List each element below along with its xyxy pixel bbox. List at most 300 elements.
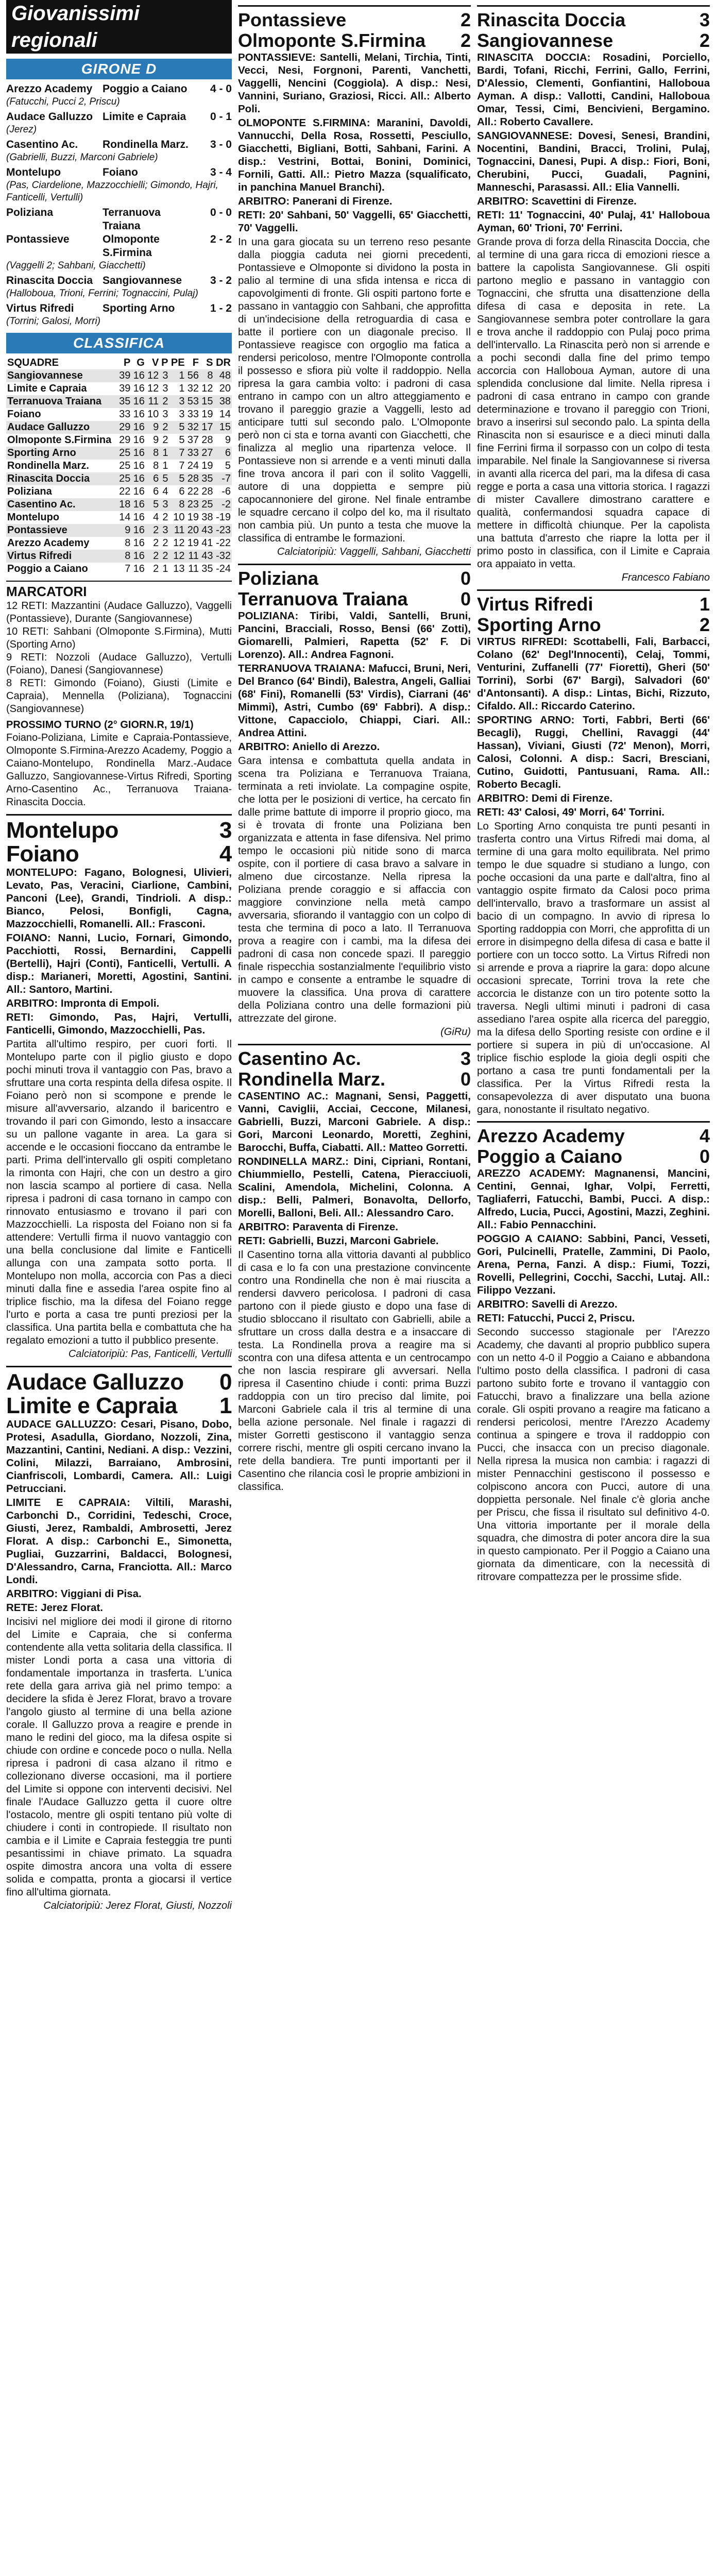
stat-cell: 9 bbox=[146, 421, 160, 434]
article-body bbox=[238, 1090, 471, 1493]
match-score: 3 - 2 bbox=[210, 275, 232, 286]
match-away bbox=[477, 30, 710, 51]
goals: RETI: Gabrielli, Buzzi, Marconi Gabriele. bbox=[238, 1235, 439, 1247]
stat-cell: 33 bbox=[187, 409, 199, 420]
stat-cell: 15 bbox=[214, 421, 232, 434]
home-team-name: Pontassieve bbox=[238, 9, 347, 30]
referee: ARBITRO: Savelli di Arezzo. bbox=[477, 1298, 618, 1310]
away-team: Sporting Arno bbox=[103, 302, 175, 314]
match-home bbox=[238, 10, 471, 30]
stat-cell: 2 bbox=[160, 421, 169, 434]
next-round-title: PROSSIMO TURNO (2° GIORN.R, 19/1) bbox=[6, 719, 194, 731]
match-score: 0 - 1 bbox=[210, 111, 232, 123]
home-team: Poliziana bbox=[6, 207, 54, 218]
stat-cell: 3 bbox=[160, 524, 169, 537]
stat-cell: 25 bbox=[200, 498, 214, 511]
goals: RETI: 43' Calosi, 49' Morri, 64' Torrini. bbox=[477, 806, 665, 818]
result-row bbox=[6, 138, 232, 151]
lineup-home: VIRTUS RIFREDI: Scottabelli, Fali, Barbacci, Colano (62' Degl'Innocenti), Celaj, Tommi, Venturini, Zuffanelli (77' Fioretti), Gheri (50' Torrini), Sorbi (67' Bargi), Salvadori (60' d'Antonsanti). A disp.: Lintas, Bichi, Rizzuto, Cifaldo. All.: Riccardo Caterino. bbox=[477, 636, 710, 712]
stat-cell: 43 bbox=[200, 524, 214, 537]
stat-cell: 2 bbox=[162, 434, 168, 446]
match-report: Secondo successo stagionale per l'Arezzo Academy, che davanti al proprio pubblico supera con un netto 4-0 il Poggio a Caiano e abbandona l'ultimo posto della classifica. I padroni di casa partono subito forte e trovano il vantaggio con Fatucchi, bravo a finalizzare una bella azione corale. Gli ospiti provano a reagire ma faticano a rendersi pericolosi, mentre l'Arezzo Academy continua a spingere e trova il raddoppio con Pucci, che insacca con un preciso diagonale. Nella ripresa la musica non cambia: i ragazzi di mister Pennacchini gestiscono il possesso e colpiscono ancora con Pucci, autore di una doppietta personale. Nel finale c'è gloria anche per Priscu, che fissa il risultato sul definitivo 4-0. Una vittoria importante per il morale della squadra, che dimostra di poter ancora dire la sua in questo campionato. Per il Poggio a Caiano una giornata da dimenticare, con la necessità di ritrovare compattezza per le prossime sfide. bbox=[477, 1326, 710, 1583]
stat-cell: 16 bbox=[133, 563, 145, 574]
stat-cell: 35 bbox=[200, 472, 214, 485]
stat-cell: 16 bbox=[131, 421, 145, 434]
scorer-line: 10 RETI: Sahbani (Olmoponte S.Firmina), Mutti (Sporting Arno) bbox=[6, 626, 232, 650]
stat-cell: 12 bbox=[169, 550, 185, 563]
stat-cell: 8 bbox=[117, 550, 131, 563]
stat-cell: 32 bbox=[186, 421, 200, 434]
goals: RETI: 20' Sahbani, 50' Vaggelli, 65' Giacchetti, 70' Vaggelli. bbox=[238, 209, 471, 234]
team-name: Rondinella Marz. bbox=[7, 460, 89, 471]
stat-cell: 53 bbox=[186, 395, 200, 408]
away-score: 0 bbox=[460, 1069, 471, 1090]
referee: ARBITRO: Panerani di Firenze. bbox=[238, 195, 393, 207]
away-team-name: Rondinella Marz. bbox=[238, 1069, 386, 1090]
away-score: 2 bbox=[460, 30, 471, 51]
standings-row bbox=[6, 434, 232, 447]
match-home bbox=[238, 1048, 471, 1069]
match-away bbox=[477, 615, 710, 635]
match-away bbox=[238, 30, 471, 51]
result-row bbox=[6, 206, 232, 233]
match-home bbox=[238, 568, 471, 589]
team-name: Terranuova Traiana bbox=[6, 395, 117, 408]
standings-row bbox=[6, 563, 232, 575]
stat-cell: 2 bbox=[162, 512, 168, 523]
match-report: Il Casentino torna alla vittoria davanti al pubblico di casa e lo fa con una prestazione convincente contro una Rondinella che non è mai riuscita a rendersi davvero pericolosa. I padroni di casa partono con il piede giusto e dopo una fase di studio sbloccano il risultato con Gabrielli, abile a sfruttare un cross dalla destra e a insaccare di testa. La Rondinella prova a reagire ma si scontra con una difesa attenta e un centrocampo che non lascia respirare gli avversari. Nella ripresa il Casentino chiude i conti: prima Buzzi raddoppia con un tiro preciso dal limite, poi Marconi Gabriele cala il tris al termine di una bella azione personale. Nel finale i ragazzi di mister Gorretti gestiscono il vantaggio senza correre rischi, mentre gli ospiti cercano invano la rete della bandiera. Tre punti importanti per il Casentino che rilancia così le proprie ambizioni in classifica. bbox=[238, 1249, 471, 1493]
stat-cell: 16 bbox=[131, 550, 145, 563]
stat-cell: 16 bbox=[131, 369, 145, 382]
girone-label: GIRONE D bbox=[6, 59, 232, 79]
home-team: Virtus Rifredi bbox=[6, 302, 74, 314]
stat-cell: 41 bbox=[201, 537, 213, 549]
stat-cell: 16 bbox=[131, 498, 145, 511]
stat-cell: 1 bbox=[160, 447, 169, 460]
stat-cell: 16 bbox=[133, 383, 145, 394]
stat-cell: -6 bbox=[222, 486, 231, 497]
home-team: Audace Galluzzo bbox=[6, 111, 93, 123]
article-signature: Calciatoripiù: Vaggelli, Sahbani, Giacchetti bbox=[277, 546, 471, 557]
stat-cell: 22 bbox=[187, 486, 199, 497]
stat-cell: 3 bbox=[160, 369, 169, 382]
stat-cell: 8 bbox=[125, 537, 131, 549]
result-row bbox=[6, 166, 232, 179]
stat-cell: 8 bbox=[169, 498, 185, 511]
stat-cell: 22 bbox=[119, 486, 131, 497]
stat-cell: 28 bbox=[201, 486, 213, 497]
lineup-away: SPORTING ARNO: Torti, Fabbri, Berti (66' Becagli), Ruggi, Chellini, Ravaggi (44' Hassan), Viviani, Giusti (72' Menon), Morri, Calosi, Colonni. A disp.: Sacri, Bresciani, Cutino, Guidotti, Pantusuani, Rama. All.: Roberto Becagli. bbox=[477, 714, 710, 790]
stat-cell: 38 bbox=[201, 512, 213, 523]
away-team: Olmoponte S.Firmina bbox=[103, 233, 160, 259]
match-away bbox=[477, 1146, 710, 1167]
stat-cell: 39 bbox=[119, 383, 131, 394]
team-name: Poggio a Caiano bbox=[7, 563, 88, 574]
stat-cell: 33 bbox=[119, 409, 131, 420]
stat-cell: 7 bbox=[125, 563, 131, 574]
match-score: 3 - 4 bbox=[210, 166, 232, 178]
match-report: Gara intensa e combattuta quella andata in scena tra Poliziana e Terranuova Traiana, terminata a reti inviolate. La compagine ospite, che lotta per le posizioni di vertice, ha cercato fin dalle prime battute di imporre il proprio gioco, ma si è trovata di fronte una Poliziana ben organizzata e attenta in fase difensiva. Nel primo tempo le occasioni più nitide sono di marca ospite, con il portiere di casa bravo a salvare in almeno due circostanze. Nella ripresa la Poliziana prende coraggio e si affaccia con maggiore convinzione nella metà campo avversaria, sfiorando il vantaggio con un colpo di testa che termina di poco a lato. Il Terranuova prova a reagire con i cambi, ma la difesa dei padroni di casa non concede spazi. Il pareggio finale rispecchia sostanzialmente l'equilibrio visto in campo e consente a entrambe le squadre di muovere la classifica. Una prova di carattere della Poliziana contro una delle formazioni più attrezzate del girone. bbox=[238, 755, 471, 1024]
stat-cell: 3 bbox=[162, 409, 168, 420]
standings-row bbox=[6, 524, 232, 537]
away-team-name: Terranuova Traiana bbox=[238, 588, 408, 609]
article-separator bbox=[238, 1044, 471, 1045]
stat-cell: 2 bbox=[153, 537, 159, 549]
stat-cell: 2 bbox=[146, 550, 160, 563]
match-away bbox=[6, 1394, 232, 1418]
away-team: Foiano bbox=[103, 166, 138, 178]
stat-cell: 11 bbox=[188, 563, 199, 574]
stat-cell: -32 bbox=[214, 550, 232, 563]
article-separator bbox=[477, 5, 710, 7]
stat-cell: -22 bbox=[216, 537, 231, 549]
lineup-home: POLIZIANA: Tiribi, Valdi, Santelli, Bruni, Pancini, Bracciali, Rosso, Bensi (66' Zotti), Giomarelli, Palmieri, Rapetta (52' F. Di Lorenzo). All.: Andrea Fagnoni. bbox=[238, 610, 471, 660]
stat-cell: 39 bbox=[117, 369, 131, 382]
home-score: 0 bbox=[219, 1369, 232, 1395]
article-body bbox=[238, 51, 471, 558]
stat-cell: 6 bbox=[146, 472, 160, 485]
stat-cell: 16 bbox=[133, 537, 145, 549]
article-body bbox=[477, 635, 710, 1116]
lineup-away: FOIANO: Nanni, Lucio, Fornari, Gimondo, Pacchiotti, Rossi, Bernardini, Cappelli (Bertelli), Hajri (Conti), Fanticelli, Vertulli. A disp.: Marianeri, Moretti, Agostini, Santini. All.: Santoro, Martini. bbox=[6, 932, 232, 995]
away-score: 2 bbox=[699, 614, 710, 635]
result-row bbox=[6, 302, 232, 315]
stat-cell: 3 bbox=[160, 498, 169, 511]
goals: RETE: Jerez Florat. bbox=[6, 1602, 103, 1614]
column-center bbox=[238, 0, 471, 2576]
home-team-name: Rinascita Doccia bbox=[477, 9, 626, 30]
article-body bbox=[6, 1418, 232, 1912]
scorer-line: 9 RETI: Nozzoli (Audace Galluzzo), Vertulli (Foiano), Danesi (Sangiovannese) bbox=[6, 652, 232, 676]
article-body bbox=[238, 609, 471, 1039]
lineup-away: OLMOPONTE S.FIRMINA: Maranini, Davoldi, Vannucchi, Della Rosa, Rossetti, Pesciullo, Giacchetti, Bigliani, Botti, Sahbani, Farini. A disp.: Vestrini, Bottai, Bonini, Dominici, Fornili, Gatti. All.: Pietro Mazza (squalificato, in panchina Manuel Branchi). bbox=[238, 117, 471, 193]
home-team-name: Casentino Ac. bbox=[238, 1048, 361, 1069]
lineup-home: AUDACE GALLUZZO: Cesari, Pisano, Dobo, Protesi, Asadulla, Giordano, Nozzoli, Zina, Mazzantini, Cantini, Nediani. A disp.: Vezzini, Colini, Milazzi, Barraiano, Ambrosini, Cianfriscoli, Lombardi, Camera. All.: Luigi Petrucciani. bbox=[6, 1418, 232, 1495]
stat-cell: 16 bbox=[133, 460, 145, 471]
scorers: (Vaggelli 2; Sahbani, Giacchetti) bbox=[6, 260, 146, 271]
match-away bbox=[6, 842, 232, 866]
standings-row bbox=[6, 472, 232, 485]
stat-cell: 16 bbox=[133, 409, 145, 420]
scorers: (Pas, Ciardelione, Mazzocchielli; Gimondo, Hajri, Fanticelli, Vertulli) bbox=[6, 180, 218, 203]
stat-cell: 56 bbox=[186, 369, 200, 382]
article-signature: Calciatoripiù: Pas, Fanticelli, Vertulli bbox=[68, 1348, 232, 1360]
away-team-name: Poggio a Caiano bbox=[477, 1146, 623, 1167]
stat-cell: 12 bbox=[146, 369, 160, 382]
team-name: Casentino Ac. bbox=[6, 498, 117, 511]
stat-cell: 14 bbox=[119, 512, 131, 523]
stat-cell: 7 bbox=[179, 460, 185, 471]
away-score: 0 bbox=[460, 588, 471, 609]
home-score: 3 bbox=[219, 818, 232, 843]
away-team-name: Foiano bbox=[6, 841, 79, 867]
referee: ARBITRO: Demi di Firenze. bbox=[477, 792, 613, 804]
standings-header: V bbox=[151, 357, 159, 368]
standings-table bbox=[6, 357, 232, 575]
stat-cell: 16 bbox=[131, 447, 145, 460]
stat-cell: 43 bbox=[200, 550, 214, 563]
referee: ARBITRO: Viggiani di Pisa. bbox=[6, 1588, 142, 1600]
match-score: 2 - 2 bbox=[210, 233, 232, 245]
article-separator bbox=[238, 5, 471, 7]
article-body bbox=[6, 866, 232, 1361]
away-team: Terranuova Traiana bbox=[103, 207, 161, 232]
stat-cell: 10 bbox=[173, 512, 185, 523]
article-signature: (GiRu) bbox=[440, 1026, 471, 1038]
stat-cell: 27 bbox=[200, 447, 214, 460]
team-name: Sporting Arno bbox=[6, 447, 117, 460]
stat-cell: -2 bbox=[214, 498, 232, 511]
stat-cell: 3 bbox=[169, 395, 185, 408]
away-score: 4 bbox=[219, 841, 232, 867]
classifica-label: CLASSIFICA bbox=[6, 333, 232, 353]
articles-left bbox=[6, 814, 232, 1912]
stat-cell: 9 bbox=[225, 434, 231, 446]
column-left bbox=[6, 0, 232, 2576]
home-team: Arezzo Academy bbox=[6, 83, 93, 95]
home-team-name: Virtus Rifredi bbox=[477, 594, 593, 615]
match-home bbox=[477, 1126, 710, 1146]
away-score: 1 bbox=[219, 1393, 232, 1418]
scorer-line: 12 RETI: Mazzantini (Audace Galluzzo), Vaggelli (Pontassieve), Durante (Sangiovannese) bbox=[6, 600, 232, 624]
team-name: Pontassieve bbox=[6, 524, 117, 537]
stat-cell: 14 bbox=[219, 409, 231, 420]
article-signature: Calciatoripiù: Jerez Florat, Giusti, Nozzoli bbox=[43, 1900, 232, 1911]
scorers: (Jerez) bbox=[6, 124, 37, 135]
stat-cell: 6 bbox=[179, 486, 185, 497]
stat-cell: 32 bbox=[187, 383, 199, 394]
stat-cell: 8 bbox=[153, 460, 159, 471]
referee: ARBITRO: Aniello di Arezzo. bbox=[238, 741, 380, 753]
home-score: 3 bbox=[460, 1048, 471, 1069]
goals: RETI: Fatucchi, Pucci 2, Priscu. bbox=[477, 1312, 635, 1324]
match-score: 0 - 0 bbox=[210, 207, 232, 218]
away-score: 2 bbox=[699, 30, 710, 51]
standings-header: P bbox=[161, 357, 168, 368]
standings-header: SQUADRE bbox=[7, 357, 59, 368]
scorer-line: 8 RETI: Gimondo (Foiano), Giusti (Limite e Capraia), Mennella (Poliziana), Tognaccini (Sangiovannese) bbox=[6, 677, 232, 715]
marcatori-list bbox=[6, 600, 232, 716]
away-team: Sangiovannese bbox=[103, 275, 182, 286]
team-name: Sangiovannese bbox=[6, 369, 117, 382]
referee: ARBITRO: Impronta di Empoli. bbox=[6, 997, 160, 1009]
stat-cell: 1 bbox=[162, 460, 168, 471]
standings-header: F bbox=[192, 357, 199, 368]
stat-cell: 29 bbox=[117, 421, 131, 434]
lineup-home: AREZZO ACADEMY: Magnanensi, Mancini, Centini, Gennai, Ighar, Volpi, Ferretti, Tagliaferri, Fatucchi, Bambi, Pucci. A disp.: Alfredo, Lucia, Pucci, Agostini, Mazzi, Zeghini. All.: Fabio Pennacchini. bbox=[477, 1167, 710, 1231]
stat-cell: 12 bbox=[147, 383, 159, 394]
stat-cell: 20 bbox=[186, 524, 200, 537]
stat-cell: 6 bbox=[153, 486, 159, 497]
lineup-home: RINASCITA DOCCIA: Rosadini, Porciello, Bardi, Tofani, Ricchi, Ferrini, Gallo, Ferrini, D'Alessio, Clementi, Gonfiantini, Halloboua Ayman. A disp.: Vallotti, Candini, Halloboua Omar, Tessi, Cimi, Bencivieni, Bergamino. All.: Roberto Cavallere. bbox=[477, 52, 710, 128]
match-score: 3 - 0 bbox=[210, 139, 232, 150]
article-body bbox=[477, 1167, 710, 1583]
home-team-name: Audace Galluzzo bbox=[6, 1369, 184, 1395]
stat-cell: 11 bbox=[146, 395, 160, 408]
standings-row bbox=[6, 421, 232, 434]
stat-cell: 2 bbox=[160, 550, 169, 563]
scorers: (Fatucchi, Pucci 2, Priscu) bbox=[6, 96, 120, 107]
match-report: Grande prova di forza della Rinascita Doccia, che al termine di una gara ricca di emozioni riesce a battere la capolista Sangiovannese. Gli ospiti partono meglio e passano in vantaggio con Tognaccini, che sfrutta una disattenzione della difesa di casa e deposita in rete. La Sangiovannese sembra poter controllare la gara e trova anche il raddoppio con Pulaj poco prima dell'intervallo. La Rinascita però non si arrende e a pochi secondi dalla fine del primo tempo accorcia con Halloboua Ayman, autore di una splendida conclusione dal limite. Nella ripresa i padroni di casa entrano in campo con grande determinazione e trovano il pareggio con Trioni, bravo a inserirsi sul secondo palo. La spinta della Rinascita non si esaurisce e a dieci minuti dalla fine Ferrini firma il sorpasso con un colpo di testa imparabile. Nel finale la Sangiovannese si riversa in avanti alla ricerca del pari, ma la difesa di casa regge e porta a casa una vittoria storica. I ragazzi di mister Cavallere dimostrano carattere e qualità, confermandosi squadra capace di mettere in difficoltà chiunque. Per la capolista una battuta d'arresto che riapre la lotta per il primo posto in classifica, con il Limite e Capraia ora appaiato in vetta. bbox=[477, 236, 710, 570]
stat-cell: -19 bbox=[216, 512, 231, 523]
stat-cell: 11 bbox=[169, 524, 185, 537]
stat-cell: 2 bbox=[160, 395, 169, 408]
article-separator bbox=[477, 589, 710, 591]
stat-cell: 10 bbox=[147, 409, 159, 420]
away-score: 0 bbox=[699, 1146, 710, 1167]
stat-cell: 5 bbox=[146, 498, 160, 511]
home-score: 1 bbox=[699, 594, 710, 615]
stat-cell: 29 bbox=[119, 434, 131, 446]
standings-row bbox=[6, 382, 232, 395]
results-list bbox=[6, 82, 232, 328]
stat-cell: 48 bbox=[214, 369, 232, 382]
article-body bbox=[477, 51, 710, 584]
standings-header: PE bbox=[171, 357, 185, 368]
stat-cell: -7 bbox=[214, 472, 232, 485]
stat-cell: 28 bbox=[186, 472, 200, 485]
standings-row bbox=[6, 460, 232, 472]
marcatori-title: MARCATORI bbox=[6, 581, 232, 600]
standings-row bbox=[6, 485, 232, 498]
away-team-name: Limite e Capraia bbox=[6, 1393, 177, 1418]
lineup-away: LIMITE E CAPRAIA: Viltili, Marashi, Carbonchi D., Corridini, Tedeschi, Croce, Giusti, Jerez, Rambaldi, Ambrosetti, Jerez Florat. A disp.: Carbonchi E., Simonetta, Pugliai, Guzzarrini, Baldacci, Bolognesi, D'Alessandro, Carna, Franciotta. All.: Marco Londi. bbox=[6, 1497, 232, 1586]
stat-cell: 25 bbox=[117, 447, 131, 460]
stat-cell: 2 bbox=[162, 537, 168, 549]
stat-cell: 19 bbox=[201, 409, 213, 420]
stat-cell: 12 bbox=[201, 383, 213, 394]
stat-cell: 1 bbox=[179, 383, 185, 394]
stat-cell: 25 bbox=[117, 472, 131, 485]
team-name: Limite e Capraia bbox=[7, 383, 87, 394]
stat-cell: 19 bbox=[187, 512, 199, 523]
article-separator bbox=[477, 1121, 710, 1123]
away-team: Rondinella Marz. bbox=[103, 139, 189, 150]
standings-row bbox=[6, 395, 232, 408]
stat-cell: 5 bbox=[169, 472, 185, 485]
stat-cell: 35 bbox=[201, 563, 213, 574]
standings-row bbox=[6, 550, 232, 563]
stat-cell: 16 bbox=[131, 472, 145, 485]
team-name: Audace Galluzzo bbox=[6, 421, 117, 434]
standings-row bbox=[6, 537, 232, 550]
column-right bbox=[477, 0, 710, 2576]
match-away bbox=[238, 1069, 471, 1090]
away-team-name: Olmoponte S.Firmina bbox=[238, 30, 426, 51]
stat-cell: 8 bbox=[146, 447, 160, 460]
stat-cell: 16 bbox=[131, 524, 145, 537]
stat-cell: 4 bbox=[162, 486, 168, 497]
lineup-home: CASENTINO AC.: Magnani, Sensi, Paggetti, Vanni, Caviglii, Acciai, Ceccone, Milanesi, Gabrielli, Buzzi, Marconi Gabriele. A disp.: Gori, Marconi Leonardo, Moretti, Zeghini, Barocchi, Buffa, Ciabatti. All.: Matteo Gorretti. bbox=[238, 1090, 471, 1154]
stat-cell: 9 bbox=[117, 524, 131, 537]
stat-cell: 2 bbox=[146, 524, 160, 537]
stat-cell: 17 bbox=[200, 421, 214, 434]
section-header: Giovanissimi regionali bbox=[6, 0, 232, 54]
stat-cell: 3 bbox=[179, 409, 185, 420]
home-score: 2 bbox=[460, 9, 471, 30]
stat-cell: 12 bbox=[173, 537, 185, 549]
match-home bbox=[6, 1370, 232, 1394]
home-score: 0 bbox=[460, 568, 471, 589]
stat-cell: -23 bbox=[214, 524, 232, 537]
stat-cell: -24 bbox=[216, 563, 231, 574]
home-team: Pontassieve bbox=[6, 233, 70, 245]
stat-cell: 19 bbox=[187, 537, 199, 549]
result-row bbox=[6, 274, 232, 287]
stat-cell: 25 bbox=[119, 460, 131, 471]
lineup-home: MONTELUPO: Fagano, Bolognesi, Ulivieri, Levato, Pas, Veracini, Ciarlione, Cambini, Panconi (Lee), Grandi, Tindrioli. A disp.: Bianco, Pelosi, Bonfigli, Cagna, Mazzocchielli, Romanelli. All.: Frasconi. bbox=[6, 867, 232, 930]
match-home bbox=[6, 819, 232, 842]
standings-header: DR bbox=[216, 357, 231, 368]
home-team-name: Poliziana bbox=[238, 568, 319, 589]
stat-cell: 7 bbox=[169, 447, 185, 460]
goals: RETI: 11' Tognaccini, 40' Pulaj, 41' Halloboua Ayman, 60' Trioni, 70' Ferrini. bbox=[477, 209, 710, 234]
standings-header: P bbox=[124, 357, 131, 368]
article-separator bbox=[6, 814, 232, 816]
match-home bbox=[477, 594, 710, 615]
stat-cell: 4 bbox=[153, 512, 159, 523]
home-team: Casentino Ac. bbox=[6, 139, 78, 150]
team-name: Arezzo Academy bbox=[7, 537, 90, 549]
stat-cell: 2 bbox=[153, 563, 159, 574]
stat-cell: 37 bbox=[187, 434, 199, 446]
standings-row bbox=[6, 447, 232, 460]
stat-cell: 35 bbox=[117, 395, 131, 408]
match-report: Lo Sporting Arno conquista tre punti pesanti in trasferta contro una Virtus Rifredi mai doma, al termine di una gara molto equilibrata. Nel primo tempo le due squadre si studiano a lungo, con poche occasioni da una parte e dall'altra, fino al vantaggio ospite firmato da Calosi poco prima dell'intervallo, bravo a trasformare un assist al bacio di un compagno. In avvio di ripresa lo Sporting raddoppia con Morri, che approfitta di un errore in disimpegno della difesa di casa e batte il portiere con un tocco sotto. La Virtus Rifredi non si arrende e prova a riaprire la gara: dopo alcune occasioni sprecate, Torrini trova la rete che accorcia le distanze con un tiro potente sotto la traversa. Negli ultimi minuti i padroni di casa assediano l'area ospite alla ricerca del pareggio, ma la difesa dello Sporting resiste con ordine e il portiere si supera in più di un'occasione. Al triplice fischio esplode la gioia degli ospiti che portano a casa tre punti fondamentali per la classifica. Per la Virtus Rifredi resta la consapevolezza di aver disputato una buona gara, nonostante il risultato negativo. bbox=[477, 820, 710, 1115]
scorers: (Torrini; Galosi, Morri) bbox=[6, 316, 100, 327]
stat-cell: 1 bbox=[169, 369, 185, 382]
scorers: (Gabrielli, Buzzi, Marconi Gabriele) bbox=[6, 152, 158, 163]
lineup-away: POGGIO A CAIANO: Sabbini, Panci, Vesseti, Gori, Pulcinelli, Pratelle, Zammini, Di Paolo, Arena, Perna, Fanzi. A disp.: Fiumi, Tozzi, Rovelli, Pellegrini, Cocchi, Sacchi, Lutaj. All.: Filippo Vezzani. bbox=[477, 1233, 710, 1296]
home-team: Rinascita Doccia bbox=[6, 275, 93, 286]
result-row bbox=[6, 110, 232, 124]
match-away bbox=[238, 589, 471, 609]
stat-cell: 3 bbox=[162, 383, 168, 394]
away-team: Limite e Capraia bbox=[103, 111, 186, 123]
article-separator bbox=[6, 1366, 232, 1367]
goals: RETI: Gimondo, Pas, Hajri, Vertulli, Fanticelli, Gimondo, Mazzocchielli, Pas. bbox=[6, 1011, 232, 1036]
away-team-name: Sporting Arno bbox=[477, 614, 601, 635]
stat-cell: 5 bbox=[179, 434, 185, 446]
stat-cell: 16 bbox=[133, 434, 145, 446]
away-team-name: Sangiovannese bbox=[477, 30, 614, 51]
team-name: Virtus Rifredi bbox=[6, 550, 117, 563]
match-score: 4 - 0 bbox=[210, 83, 232, 95]
team-name: Poliziana bbox=[7, 486, 52, 497]
standings-header: S bbox=[206, 357, 213, 368]
referee: ARBITRO: Paraventa di Firenze. bbox=[238, 1221, 398, 1233]
lineup-home: PONTASSIEVE: Santelli, Melani, Tirchia, Tinti, Vecci, Nesi, Forgnoni, Parenti, Vanchetti, Vaggelli, Nencini (Coggiola). A disp.: Nesi, Vannini, Suriano, Graziosi, Ricci. All.: Alberto Poli. bbox=[238, 52, 471, 115]
stat-cell: 6 bbox=[214, 447, 232, 460]
stat-cell: 16 bbox=[133, 486, 145, 497]
match-home bbox=[477, 10, 710, 30]
home-team-name: Montelupo bbox=[6, 818, 118, 843]
home-team-name: Arezzo Academy bbox=[477, 1125, 625, 1146]
match-report: Partita all'ultimo respiro, per cuori forti. Il Montelupo parte con il piglio giusto e dopo pochi minuti trova il vantaggio con Pas, bravo a sfruttare una corta respinta della difesa ospite. Il Foiano però non si scompone e prende le misure all'avversario, alzando il baricentro e trovando il pari con Gimondo, lesto a insaccare su un pallone vagante in area. La gara si accende e le occasioni fioccano da entrambe le parti. Prima dell'intervallo gli ospiti completano la rimonta con Hajri, che con un destro a giro non lascia scampo al portiere di casa. Nella ripresa i padroni di casa tornano in campo con rinnovato entusiasmo e trovano il pari con Mazzocchielli. La risposta del Foiano non si fa attendere: Vertulli firma il nuovo vantaggio con una bella conclusione dal limite e Fanticelli allunga con una zampata sotto porta. Il Montelupo non molla, accorcia con Pas a dieci minuti dalla fine e assedia l'area ospite fino al triplice fischio, ma la difesa del Foiano regge l'urto e porta a casa tre punti preziosi per la classifica. Una partita bella e combattuta che ha regalato emozioni a tutto il pubblico presente. bbox=[6, 1038, 232, 1346]
stat-cell: 16 bbox=[133, 512, 145, 523]
match-report: Incisivi nel migliore dei modi il girone di ritorno del Limite e Capraia, che si conferma contendente alla vetta solitaria della classifica. Il mister Londi porta a casa una vittoria di fondamentale importanza in trasferta. L'unica rete della gara arriva già nel primo tempo: a decidere la sfida è Jerez Florat, bravo a trovare l'angolo giusto al termine di una bella azione corale. Il Galluzzo prova a reagire e prende in mano le redini del gioco, ma la difesa ospite si chiude con ordine e concede poco o nulla. Nella ripresa i padroni di casa alzano il ritmo e collezionano diverse occasioni, ma il portiere del Limite si oppone con interventi decisivi. Nel finale l'Audace Galluzzo getta il cuore oltre l'ostacolo, mentre gli ospiti tentano più volte di chiudere i conti in contropiede. Il risultato non cambia e il Limite e Capraia festeggia tre punti pesantissimi in chiave primato. La squadra ospite dimostra ancora una volta di essere solida e compatta, pronta a giocarsi il vertice fino all'ultima giornata. bbox=[6, 1616, 232, 1898]
team-name: Rinascita Doccia bbox=[6, 472, 117, 485]
stat-cell: 9 bbox=[153, 434, 159, 446]
stat-cell: 11 bbox=[186, 550, 200, 563]
standings-row bbox=[6, 511, 232, 524]
lineup-away: TERRANUOVA TRAIANA: Mafucci, Bruni, Neri, Del Branco (64' Bindi), Balestra, Angeli, Galliai (68' Fini), Romanelli (53' Virdis), Ciarrani (46' Mimmi), Astri, Cumbo (69' Fabbri). A disp.: Vittone, Capacciolo, Chiappi, Ciari. All.: Andrea Attini. bbox=[238, 663, 471, 739]
match-score: 1 - 2 bbox=[210, 302, 232, 314]
away-team: Poggio a Caiano bbox=[103, 83, 188, 95]
stat-cell: 33 bbox=[186, 447, 200, 460]
home-team: Montelupo bbox=[6, 166, 61, 178]
home-score: 4 bbox=[699, 1125, 710, 1146]
